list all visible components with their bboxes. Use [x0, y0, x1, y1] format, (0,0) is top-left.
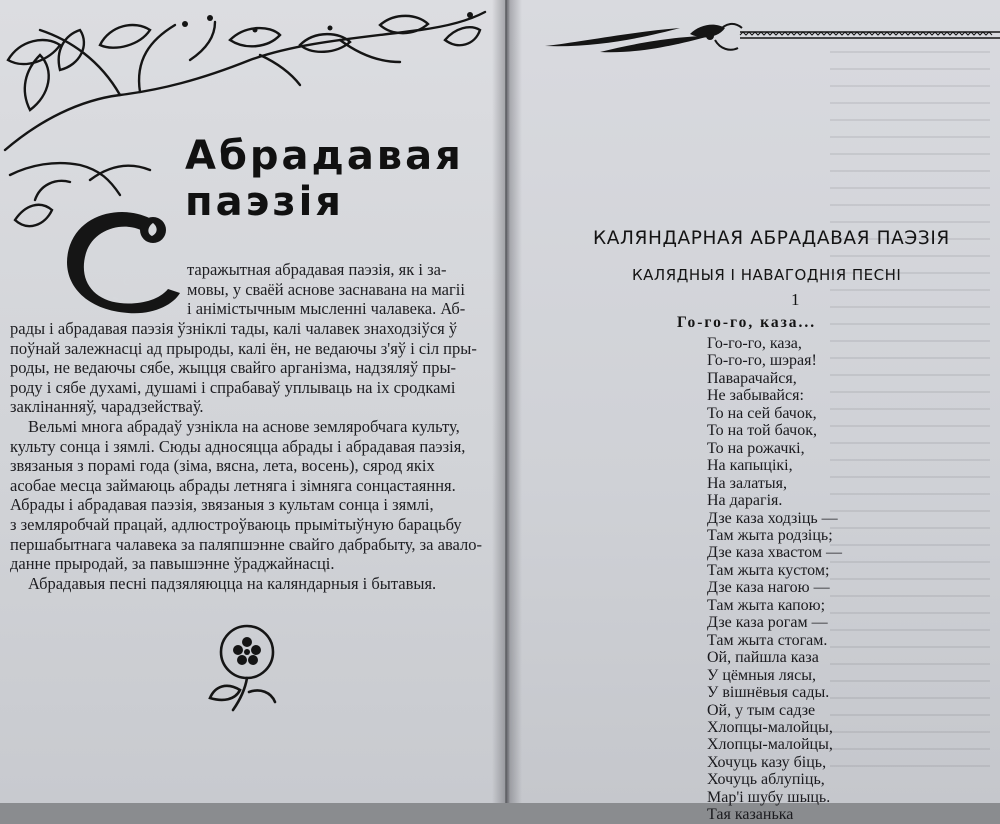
verse-line: Дзе каза рогам — [707, 614, 828, 632]
text-line: роды, не ведаючы сябе, жыцця свайго арганізма, надзяляў пры- [10, 358, 457, 378]
verse-line: Го-го-го, каза, [707, 335, 802, 352]
verse-line: Тая казанька [707, 806, 794, 824]
verse-line: На дарагія. [707, 492, 783, 510]
verse-line: Не забывайся: [707, 387, 804, 405]
verse-line: Хочуць казу біць, [707, 753, 827, 771]
verse-line: Дзе каза нагою — [707, 579, 830, 597]
text-line: роду і сябе духамі, душамі і спрабаваў уплываць на іх сродкамі [10, 377, 456, 397]
drop-cap-letter: С [123, 277, 130, 288]
section-title: КАЛЯНДАРНАЯ АБРАДАВАЯ ПАЭЗІЯ [593, 228, 950, 249]
text-line: культу сонца і зямлі. Сюды адносяцца абрады і абрадавая паэзія, [10, 436, 466, 456]
verse-line: У цёмныя лясы, [707, 666, 816, 684]
verse-line: Паварачайся, [707, 369, 797, 387]
text-line: заклінанняў, чарадзействаў. [10, 397, 204, 417]
text-line: Абрадавыя песні падзяляюцца на каляндарныя і бытавыя. [28, 574, 437, 593]
paragraph-2 [10, 417, 482, 574]
text-line: рады і абрадавая паэзія ўзніклі тады, калі чалавек знаходзіўся ў [10, 319, 458, 338]
paragraph-1-intro [187, 260, 465, 319]
text-line: і анімістычным мысленні чалавека. Аб- [187, 299, 466, 319]
text-line: першабытнага чалавека за паляпшэнне свайго дабрабыту, за авало- [10, 534, 482, 554]
text-line: Вельмі многа абрадаў узнікла на аснове земляробчага культу, [28, 417, 460, 436]
text-line: звязаныя з порамі года (зіма, вясна, лета, восень), сярод якіх [10, 456, 435, 476]
bleed-through-texture [830, 40, 990, 780]
left-page [0, 0, 505, 803]
text-line: поўнай залежнасці ад прыроды, калі ён, не ведаючы з'яў і сіл пры- [10, 338, 477, 358]
verse-line: Дзе каза хвастом — [707, 544, 842, 562]
heading-line-1: Абрадавая [185, 132, 464, 179]
verse-line: Дзе каза ходзіць — [707, 509, 838, 527]
verse-line: Там жыта капою; [707, 596, 826, 614]
verse-line: То на сей бачок, [707, 404, 817, 422]
verse-line: То на той бачок, [707, 422, 817, 440]
page-heading [185, 133, 485, 225]
verse-line: Го-го-го, шэрая! [707, 352, 817, 370]
text-line: Абрады і абрадавая паэзія, звязаныя з культам сонца і зямлі, [10, 495, 434, 515]
verse-line: Там жыта кустом; [707, 561, 830, 579]
text-line: з земляробчай працай, адлюстроўваюць прымітыўную барацьбу [10, 514, 462, 534]
drop-cap-ornament [58, 205, 183, 320]
verse-line: Там жыта стогам. [707, 631, 828, 649]
text-line: данне прыродай, за павышэнне ўраджайнасці. [10, 554, 335, 574]
verse-line: Хлопцы-малойцы, [707, 718, 833, 736]
paragraph-3 [10, 574, 436, 594]
text-line: таражытная абрадавая паэзія, як і за- [187, 260, 447, 279]
verse-line: На капыцікі, [707, 457, 793, 475]
verse-line: Ой, у тым садзе [707, 701, 816, 719]
text-line: мовы, у сваёй аснове заснавана на магіі [187, 279, 465, 299]
verse-line: Хочуць аблупіць, [707, 771, 825, 789]
verse-line: Хлопцы-малойцы, [707, 736, 833, 754]
verse-line: Ой, пайшла каза [707, 649, 819, 667]
paragraph-1-body [10, 319, 477, 417]
verse-line: Мар'і шубу шыць. [707, 788, 831, 806]
verse-line: На залатыя, [707, 474, 787, 492]
verse-line: То на рожачкі, [707, 439, 805, 457]
song-number: 1 [791, 290, 800, 309]
song-verses [707, 335, 842, 824]
heading-line-2: паэзія [185, 178, 344, 225]
text-line: асобае месца займаюць абрады летняга і зімняга сонцастаяння. [10, 475, 456, 495]
verse-line: У вішнёвыя сады. [707, 684, 830, 702]
song-heading: Го-го-го, каза... [677, 314, 817, 331]
flower-vignette-icon [205, 620, 285, 715]
verse-line: Там жыта родзіць; [707, 526, 833, 544]
section-subtitle: КАЛЯДНЫЯ І НАВАГОДНІЯ ПЕСНІ [632, 266, 902, 284]
leaf-border-icon [540, 14, 1000, 64]
